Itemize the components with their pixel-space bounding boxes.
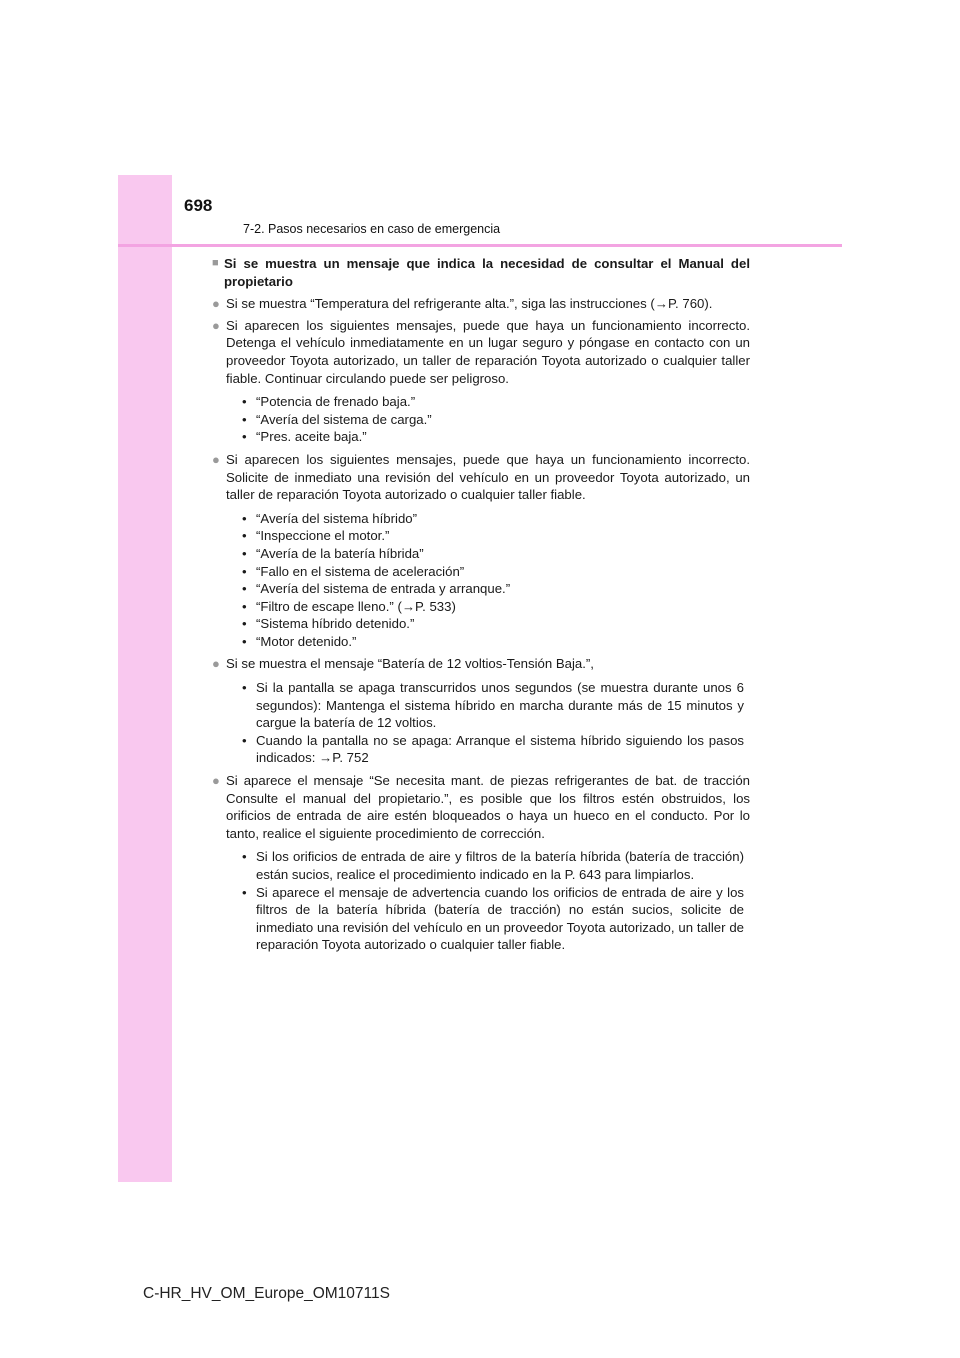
sub-list — [240, 510, 750, 651]
content-body — [212, 255, 750, 956]
sub-list-item: • “Avería del sistema de carga.” — [242, 411, 432, 427]
sub-list — [240, 848, 750, 954]
sub-list-item: • “Fallo en el sistema de aceleración” — [242, 563, 465, 579]
circle-bullet-icon: ● — [212, 317, 220, 333]
list-item-text: Si aparecen los siguientes mensajes, puede que haya un funcionamiento incorrecto. Detenga el vehículo inmediatamente en un lugar seguro y póngase en contacto con un proveedor Toyota autorizado, un taller de reparación Toyota autorizado o cualquier taller fiable. Continuar circulando puede ser peligroso. — [226, 317, 750, 386]
dot-bullet-icon: • — [242, 411, 247, 427]
dot-bullet-icon: • — [242, 510, 247, 526]
dot-bullet-icon: • — [242, 680, 247, 696]
sub-list — [240, 679, 750, 767]
dot-bullet-icon: • — [242, 884, 247, 900]
dot-bullet-icon: • — [242, 598, 247, 614]
sub-list — [240, 393, 750, 446]
list-item — [212, 655, 750, 769]
sub-list-item: • Si aparece el mensaje de advertencia cuando los orificios de entrada de aire y los filtros de la batería híbrida (batería de tracción) no están sucios, solicite de inmediato una revisión del vehículo en un proveedor Toyota autorizado, un taller de reparación Toyota autorizado o cualquier taller fiable. — [242, 884, 744, 953]
section-heading — [212, 255, 750, 290]
dot-bullet-icon: • — [242, 545, 247, 561]
list-item-text: Si aparece el mensaje “Se necesita mant. de piezas refrigerantes de bat. de tracción Consulte el manual del propietario.”, es posible que los filtros estén obstruidos, los orificios de entrada de aire estén bloqueados o haya un hueco en el conducto. Por lo tanto, realice el siguiente procedimiento de corrección. — [226, 773, 750, 841]
sub-list-item: • “Pres. aceite baja.” — [242, 429, 367, 445]
dot-bullet-icon: • — [242, 732, 247, 748]
section-heading-text: Si se muestra un mensaje que indica la necesidad de consultar el Manual del propietario — [224, 256, 750, 289]
square-marker-icon: ■ — [212, 257, 219, 269]
list-item-text: Si se muestra el mensaje “Batería de 12 voltios-Tensión Baja.”, — [226, 656, 594, 672]
dot-bullet-icon: • — [242, 563, 247, 579]
page-number: 698 — [184, 196, 213, 215]
section-title: 7-2. Pasos necesarios en caso de emergencia — [243, 222, 501, 236]
sub-list-item: • “Inspeccione el motor.” — [242, 528, 390, 544]
dot-bullet-icon: • — [242, 849, 247, 865]
list-item — [212, 295, 750, 313]
list-item — [212, 451, 750, 653]
dot-bullet-icon: • — [242, 616, 247, 632]
circle-bullet-icon: ● — [212, 451, 220, 467]
circle-bullet-icon: ● — [212, 296, 220, 312]
header-rule — [118, 244, 842, 247]
dot-bullet-icon: • — [242, 581, 247, 597]
sub-list-item: • “Avería del sistema híbrido” — [242, 510, 418, 526]
list-item — [212, 772, 750, 956]
sub-list-item: • “Filtro de escape lleno.” (→P. 533) — [242, 598, 456, 614]
dot-bullet-icon: • — [242, 528, 247, 544]
sub-list-item: • “Potencia de frenado baja.” — [242, 394, 416, 410]
circle-bullet-icon: ● — [212, 773, 220, 789]
dot-bullet-icon: • — [242, 429, 247, 445]
sub-list-item: • Si los orificios de entrada de aire y filtros de la batería híbrida (batería de tracción) están sucios, realice el procedimiento indicado en la P. 643 para limpiarlos. — [242, 849, 744, 882]
sub-list-item: • “Motor detenido.” — [242, 633, 357, 649]
sub-list-item: • “Avería de la batería híbrida” — [242, 545, 424, 561]
list-item — [212, 317, 750, 448]
list-item-text: Si se muestra “Temperatura del refrigerante alta.”, siga las instrucciones (→P. 760). — [226, 296, 713, 312]
document-code: C-HR_HV_OM_Europe_OM10711S — [143, 1285, 390, 1302]
dot-bullet-icon: • — [242, 633, 247, 649]
dot-bullet-icon: • — [242, 394, 247, 410]
list-item-text: Si aparecen los siguientes mensajes, puede que haya un funcionamiento incorrecto. Solicite de inmediato una revisión del vehículo en un proveedor Toyota autorizado, un taller de reparación Toyota autorizado o cualquier taller fiable. — [226, 451, 750, 503]
circle-bullet-icon: ● — [212, 656, 220, 672]
sub-list-item: • “Avería del sistema de entrada y arranque.” — [242, 581, 511, 597]
side-color-band — [118, 175, 172, 1182]
sub-list-item: • Cuando la pantalla no se apaga: Arranque el sistema híbrido siguiendo los pasos indicados: →P. 752 — [242, 732, 744, 766]
sub-list-item: • Si la pantalla se apaga transcurridos unos segundos (se muestra durante unos 6 segundos): Mantenga el sistema híbrido en marcha durante más de 15 minutos y cargue la batería de 12 voltios. — [242, 680, 744, 731]
sub-list-item: • “Sistema híbrido detenido.” — [242, 616, 415, 632]
